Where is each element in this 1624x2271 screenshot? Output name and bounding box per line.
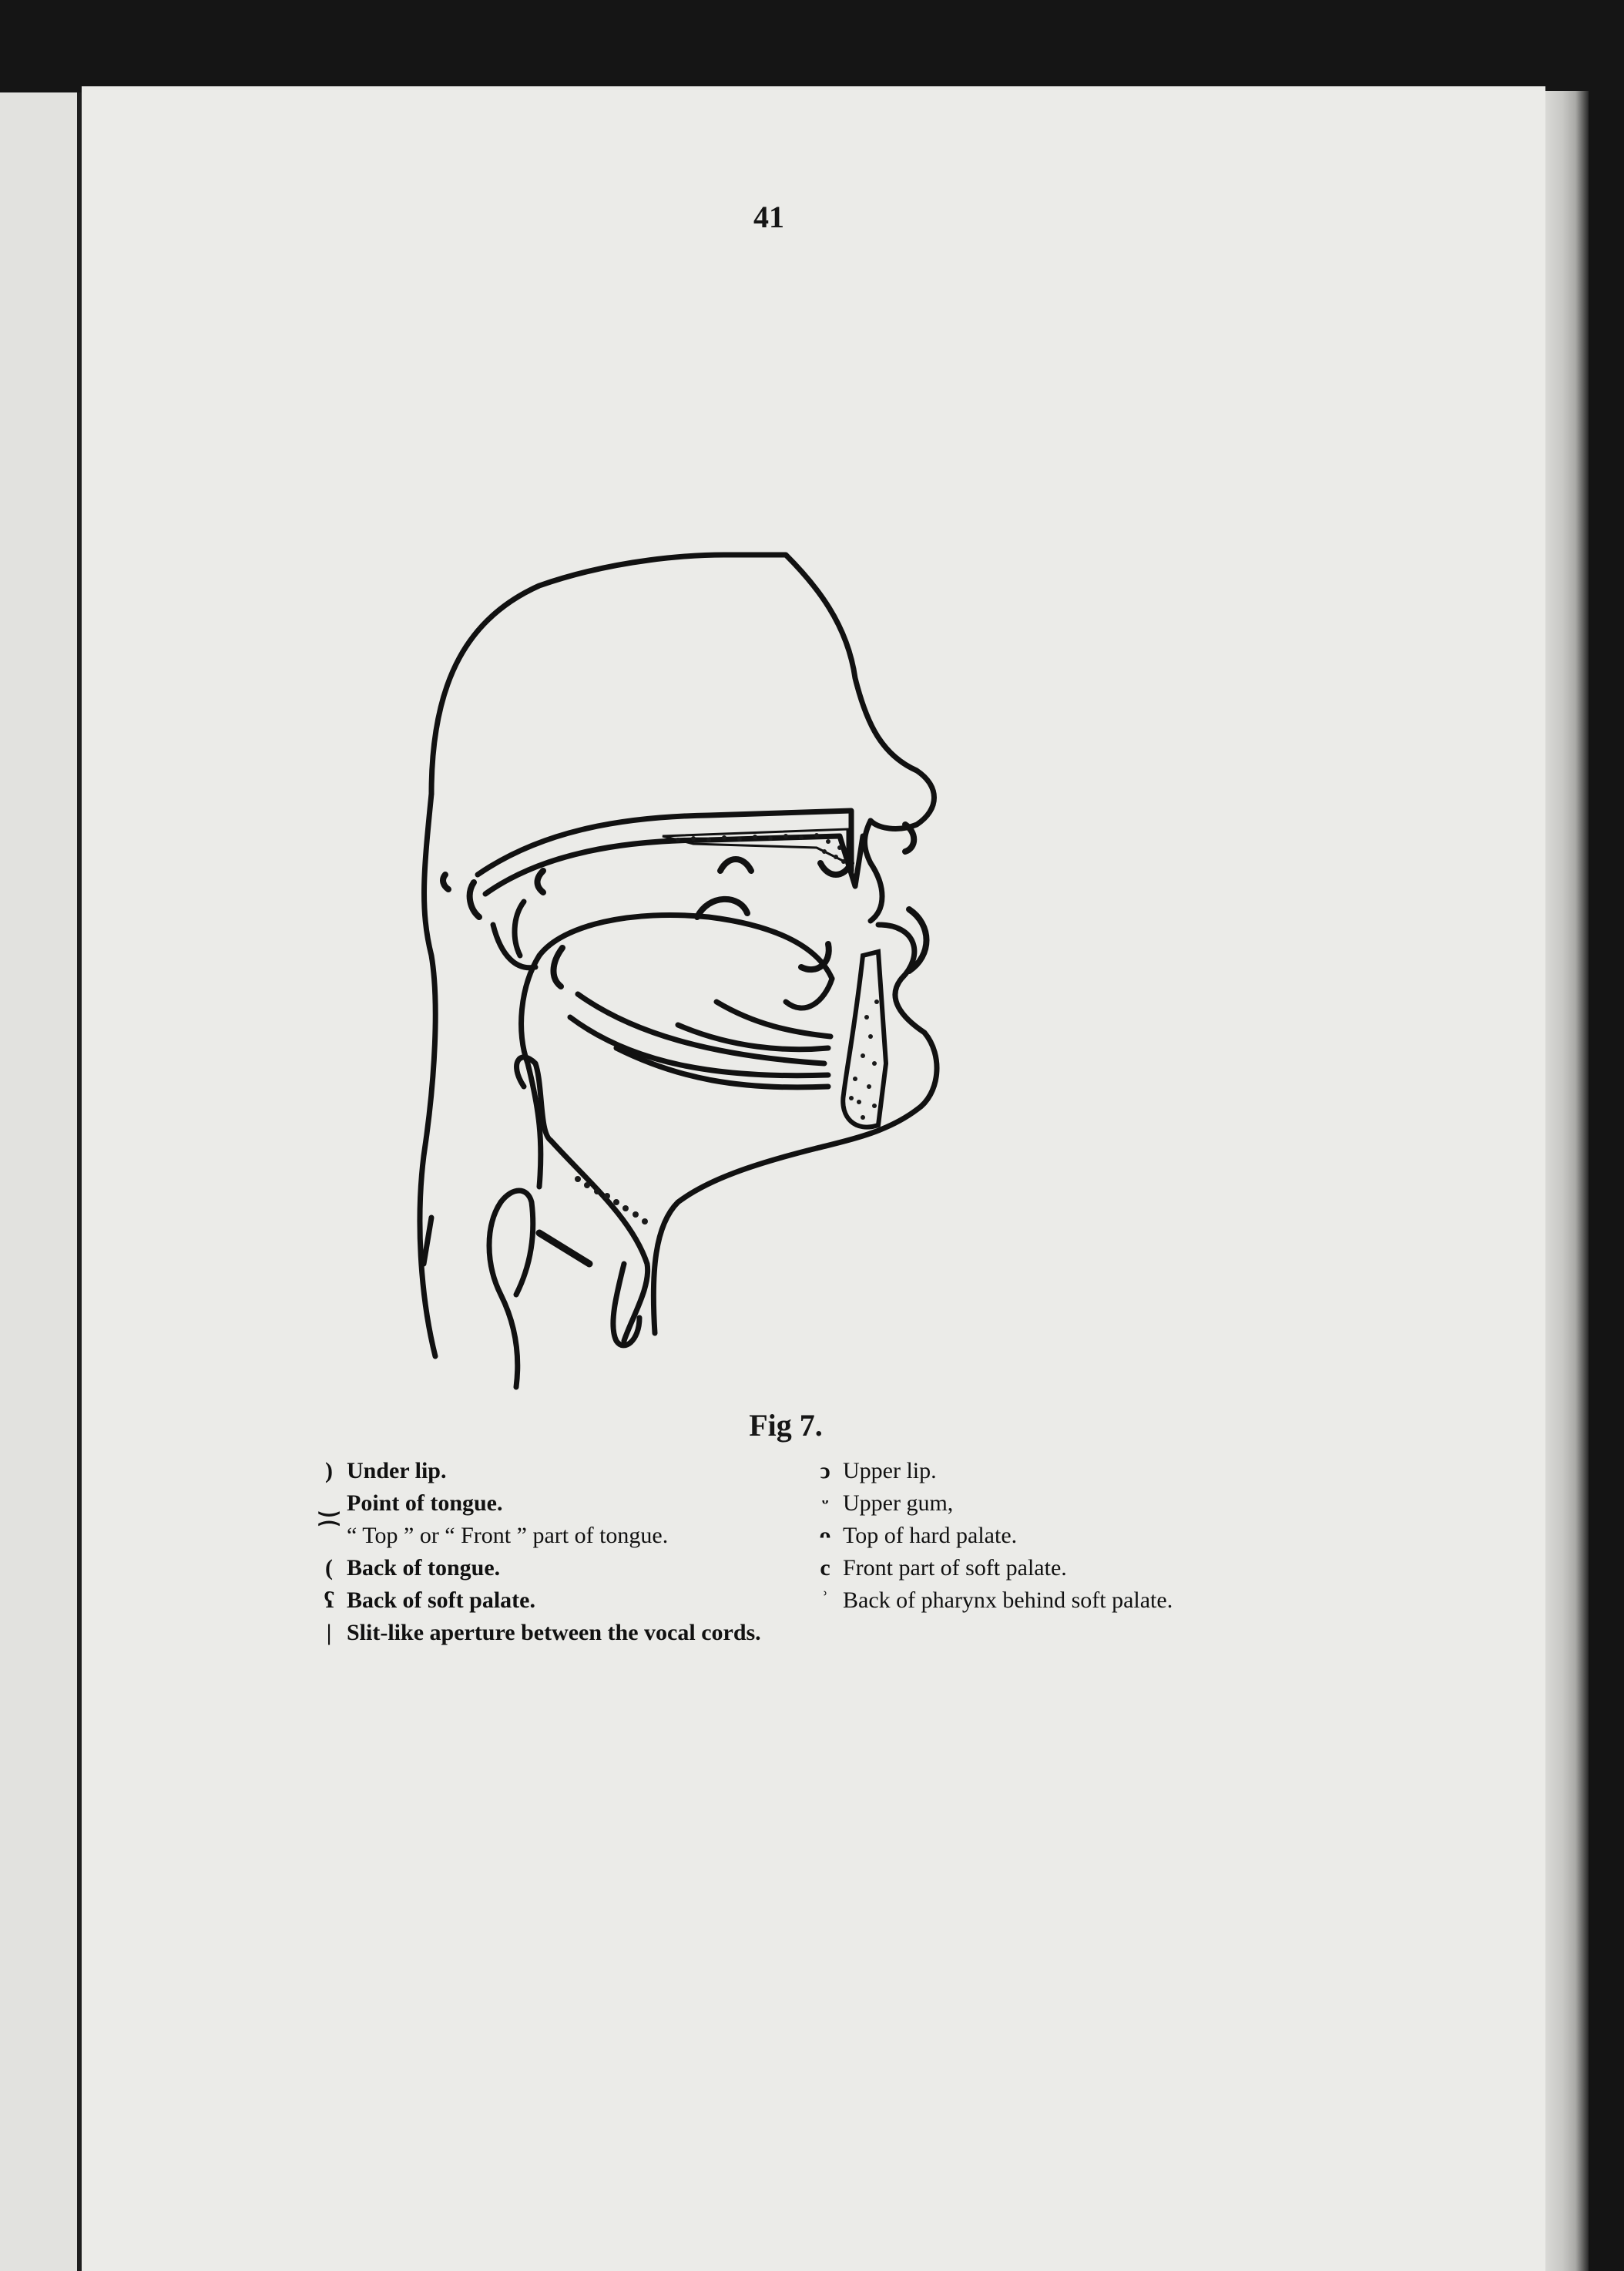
cartilage-left xyxy=(501,1191,533,1295)
legend-item-back-of-pharynx xyxy=(807,1584,1285,1617)
upper-lip-outline xyxy=(865,821,883,921)
vocal-cord-aperture-symbol: | xyxy=(326,1620,332,1645)
under-lip-symbol: ) xyxy=(325,1458,333,1483)
legend-label: Point of tongue. xyxy=(347,1490,503,1516)
legend-label: Back of tongue. xyxy=(347,1555,501,1581)
top-of-tongue-symbol: ⁀ xyxy=(319,1523,339,1548)
head-outline xyxy=(431,555,934,828)
jaw-underside xyxy=(653,1148,817,1333)
point-of-tongue-symbol: ‿ xyxy=(319,1490,339,1516)
front-soft-palate-symbol: c xyxy=(820,1555,830,1581)
back-of-neck-outline xyxy=(420,794,435,1356)
legend-item-point-of-tongue xyxy=(311,1487,851,1520)
legend-label: Slit-like aperture between the vocal cords. xyxy=(347,1620,761,1645)
legend-item-upper-lip xyxy=(807,1455,1285,1487)
legend-label: Under lip. xyxy=(347,1458,447,1483)
larynx-back xyxy=(489,1202,518,1387)
tongue-outline xyxy=(539,915,832,979)
legend-right-column xyxy=(807,1455,1285,1617)
marker-back-of-pharynx xyxy=(443,875,448,889)
legend-item-under-lip xyxy=(311,1455,851,1487)
legend-label: Upper gum, xyxy=(843,1490,954,1516)
figure-caption: Fig 7. xyxy=(749,1408,823,1443)
legend-label: Back of pharynx behind soft palate. xyxy=(843,1587,1173,1613)
legend-left-column xyxy=(311,1455,851,1649)
legend-label: Top of hard palate. xyxy=(843,1523,1018,1548)
marker-front-soft-palate xyxy=(538,871,544,892)
legend-item-back-of-tongue xyxy=(311,1552,851,1584)
lower-incisor xyxy=(843,952,886,1127)
legend-item-back-of-soft-palate xyxy=(311,1584,851,1617)
tongue-front xyxy=(786,979,832,1008)
legend-label: Upper lip. xyxy=(843,1458,937,1483)
facing-page-edge xyxy=(0,92,82,2271)
soft-palate-tip xyxy=(515,902,524,956)
vocal-cord-slit xyxy=(539,1233,589,1264)
marker-back-soft-palate xyxy=(470,882,479,917)
legend-label: Back of soft palate. xyxy=(347,1587,535,1613)
upper-gum-symbol: ᵕ xyxy=(821,1490,829,1516)
legend-item-front-soft-palate xyxy=(807,1552,1285,1584)
vocal-tract-figure xyxy=(385,524,1294,1403)
legend-item-upper-gum xyxy=(807,1487,1285,1520)
marker-upper-lip xyxy=(905,825,914,852)
back-of-tongue-symbol: ( xyxy=(325,1555,333,1581)
legend-item-top-of-tongue xyxy=(311,1520,851,1552)
top-of-hard-palate-symbol: ᴖ xyxy=(819,1523,831,1548)
upper-lip-symbol: ͻ xyxy=(820,1458,830,1483)
page-number: 41 xyxy=(753,200,784,234)
legend-item-top-of-hard-palate xyxy=(807,1520,1285,1552)
sagittal-section-head-diagram xyxy=(385,524,1294,1403)
legend-label: “ Top ” or “ Front ” part of tongue. xyxy=(347,1523,669,1548)
page-stack-edge xyxy=(1545,91,1589,2271)
back-of-soft-palate-symbol: ʕ xyxy=(324,1587,334,1613)
marker-back-of-tongue xyxy=(553,948,562,986)
larynx-front xyxy=(551,1141,648,1341)
legend-label: Front part of soft palate. xyxy=(843,1555,1067,1581)
back-of-pharynx-symbol: ʾ xyxy=(821,1587,829,1613)
marker-top-of-hard-palate xyxy=(720,859,751,871)
legend-item-vocal-cord-aperture xyxy=(311,1617,851,1649)
scan-background-top xyxy=(0,0,1624,100)
pharynx-back-line xyxy=(424,1218,431,1264)
